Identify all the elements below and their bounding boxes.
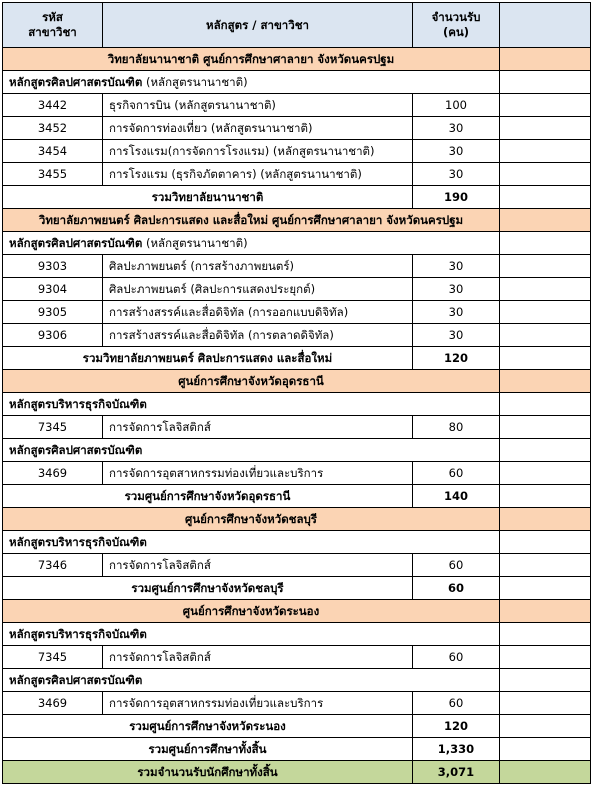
section-total-value: 190: [413, 186, 500, 209]
header-capacity: [413, 3, 500, 48]
program-group-name: หลักสูตรบริหารธุรกิจบัณฑิต: [9, 535, 147, 549]
course-name: การจัดการท่องเที่ยว (หลักสูตรนานาชาติ): [103, 117, 413, 140]
section-title: ศูนย์การศึกษาจังหวัดอุดรธานี: [3, 370, 500, 393]
course-name: การจัดการอุตสาหกรรมท่องเที่ยวและบริการ: [103, 462, 413, 485]
program-group-extra: [500, 669, 591, 692]
course-extra: [500, 255, 591, 278]
section-title-extra: [500, 48, 591, 71]
program-group-extra: [500, 439, 591, 462]
program-group-name: หลักสูตรศิลปศาสตรบัณฑิต: [9, 75, 143, 89]
course-capacity: 30: [413, 117, 500, 140]
section-title-row: [3, 48, 591, 71]
course-code: 7345: [3, 646, 103, 669]
section-total-label: รวมวิทยาลัยภาพยนตร์ ศิลปะการแสดง และสื่อใหม่: [3, 347, 413, 370]
section-total-value: 120: [413, 715, 500, 738]
section-title-extra: [500, 508, 591, 531]
course-name: การโรงแรม(การจัดการโรงแรม) (หลักสูตรนานาชาติ): [103, 140, 413, 163]
course-extra: [500, 324, 591, 347]
section-total-extra: [500, 485, 591, 508]
course-name: การสร้างสรรค์และสื่อดิจิทัล (การตลาดดิจิทัล): [103, 324, 413, 347]
course-name: การโรงแรม (ธุรกิจภัตตาคาร) (หลักสูตรนานาชาติ): [103, 163, 413, 186]
section-total-extra: [500, 715, 591, 738]
course-name: ธุรกิจการบิน (หลักสูตรนานาชาติ): [103, 94, 413, 117]
program-group-row: [3, 531, 591, 554]
header-code-line2: สาขาวิชา: [28, 25, 77, 39]
course-name: ศิลปะภาพยนตร์ (ศิลปะการแสดงประยุกต์): [103, 278, 413, 301]
program-group-name: หลักสูตรบริหารธุรกิจบัณฑิต: [9, 397, 147, 411]
header-row: [3, 3, 591, 48]
section-total-extra: [500, 347, 591, 370]
course-code: 3454: [3, 140, 103, 163]
program-group-header: [3, 71, 500, 94]
course-name: การสร้างสรรค์และสื่อดิจิทัล (การออกแบบดิจิทัล): [103, 301, 413, 324]
table-row: [3, 416, 591, 439]
section-total-row: [3, 577, 591, 600]
program-group-name: หลักสูตรศิลปศาสตรบัณฑิต: [9, 673, 143, 687]
header-capacity-line2: (คน): [442, 25, 470, 39]
course-extra: [500, 117, 591, 140]
table-row: [3, 301, 591, 324]
header-extra: [500, 3, 591, 48]
section-title-extra: [500, 600, 591, 623]
course-name: การจัดการโลจิสติกส์: [103, 646, 413, 669]
program-group-row: [3, 439, 591, 462]
program-group-header: [3, 439, 500, 462]
header-code: [3, 3, 103, 48]
section-total-value: 60: [413, 577, 500, 600]
course-capacity: 60: [413, 692, 500, 715]
program-group-row: [3, 669, 591, 692]
program-group-header: [3, 232, 500, 255]
course-extra: [500, 646, 591, 669]
section-total-value: 140: [413, 485, 500, 508]
program-group-row: [3, 623, 591, 646]
course-name: ศิลปะภาพยนตร์ (การสร้างภาพยนตร์): [103, 255, 413, 278]
course-name: การจัดการโลจิสติกส์: [103, 554, 413, 577]
grand-total-row: [3, 761, 591, 784]
program-group-note: (หลักสูตรนานาชาติ): [142, 236, 248, 250]
section-total-extra: [500, 186, 591, 209]
section-total-row: [3, 186, 591, 209]
table-row: [3, 255, 591, 278]
grand-total-value: 3,071: [413, 761, 500, 784]
program-group-note: (หลักสูตรนานาชาติ): [142, 75, 248, 89]
section-total-row: [3, 347, 591, 370]
course-name: การจัดการโลจิสติกส์: [103, 416, 413, 439]
section-total-value: 120: [413, 347, 500, 370]
program-group-header: [3, 669, 500, 692]
course-extra: [500, 278, 591, 301]
table-row: [3, 278, 591, 301]
course-capacity: 30: [413, 278, 500, 301]
grand-total-extra: [500, 761, 591, 784]
program-group-extra: [500, 232, 591, 255]
centers-total-row: [3, 738, 591, 761]
program-group-extra: [500, 393, 591, 416]
section-title-row: [3, 209, 591, 232]
program-group-header: [3, 623, 500, 646]
table-row: [3, 163, 591, 186]
program-group-row: [3, 393, 591, 416]
course-extra: [500, 140, 591, 163]
course-capacity: 60: [413, 554, 500, 577]
program-group-row: [3, 71, 591, 94]
section-total-label: รวมศูนย์การศึกษาจังหวัดระนอง: [3, 715, 413, 738]
header-code-line1: รหัส: [42, 10, 63, 24]
course-code: 3455: [3, 163, 103, 186]
course-capacity: 30: [413, 301, 500, 324]
course-code: 9303: [3, 255, 103, 278]
course-capacity: 100: [413, 94, 500, 117]
program-group-name: หลักสูตรศิลปศาสตรบัณฑิต: [9, 443, 143, 457]
table-row: [3, 692, 591, 715]
section-total-extra: [500, 577, 591, 600]
course-extra: [500, 416, 591, 439]
course-capacity: 30: [413, 140, 500, 163]
table-row: [3, 554, 591, 577]
course-capacity: 80: [413, 416, 500, 439]
table-row: [3, 94, 591, 117]
program-group-extra: [500, 71, 591, 94]
grand-total-label: รวมจำนวนรับนักศึกษาทั้งสิ้น: [3, 761, 413, 784]
section-title: ศูนย์การศึกษาจังหวัดชลบุรี: [3, 508, 500, 531]
course-extra: [500, 554, 591, 577]
section-total-label: รวมวิทยาลัยนานาชาติ: [3, 186, 413, 209]
section-total-row: [3, 715, 591, 738]
course-extra: [500, 301, 591, 324]
course-code: 3442: [3, 94, 103, 117]
header-program: หลักสูตร / สาขาวิชา: [103, 3, 413, 48]
section-total-row: [3, 485, 591, 508]
program-group-name: หลักสูตรบริหารธุรกิจบัณฑิต: [9, 627, 147, 641]
section-title-row: [3, 600, 591, 623]
course-code: 7345: [3, 416, 103, 439]
program-group-name: หลักสูตรศิลปศาสตรบัณฑิต: [9, 236, 143, 250]
course-code: 3452: [3, 117, 103, 140]
section-title: วิทยาลัยภาพยนตร์ ศิลปะการแสดง และสื่อใหม่ ศูนย์การศึกษาศาลายา จังหวัดนครปฐม: [3, 209, 500, 232]
course-code: 7346: [3, 554, 103, 577]
course-extra: [500, 692, 591, 715]
program-group-row: [3, 232, 591, 255]
table-row: [3, 646, 591, 669]
program-group-header: [3, 531, 500, 554]
course-code: 9304: [3, 278, 103, 301]
section-title-extra: [500, 209, 591, 232]
centers-total-value: 1,330: [413, 738, 500, 761]
course-code: 3469: [3, 692, 103, 715]
course-code: 9305: [3, 301, 103, 324]
program-group-header: [3, 393, 500, 416]
course-code: 9306: [3, 324, 103, 347]
course-name: การจัดการอุตสาหกรรมท่องเที่ยวและบริการ: [103, 692, 413, 715]
program-group-extra: [500, 531, 591, 554]
course-extra: [500, 462, 591, 485]
section-title: ศูนย์การศึกษาจังหวัดระนอง: [3, 600, 500, 623]
section-title-row: [3, 508, 591, 531]
table-row: [3, 140, 591, 163]
course-extra: [500, 94, 591, 117]
course-code: 3469: [3, 462, 103, 485]
admission-table: [2, 2, 591, 784]
centers-total-extra: [500, 738, 591, 761]
course-capacity: 60: [413, 646, 500, 669]
section-title-row: [3, 370, 591, 393]
course-capacity: 30: [413, 255, 500, 278]
section-title-extra: [500, 370, 591, 393]
program-group-extra: [500, 623, 591, 646]
section-total-label: รวมศูนย์การศึกษาจังหวัดชลบุรี: [3, 577, 413, 600]
course-capacity: 60: [413, 462, 500, 485]
centers-total-label: รวมศูนย์การศึกษาทั้งสิ้น: [3, 738, 413, 761]
table-row: [3, 117, 591, 140]
header-capacity-line1: จำนวนรับ: [431, 10, 481, 24]
table-row: [3, 324, 591, 347]
section-total-label: รวมศูนย์การศึกษาจังหวัดอุดรธานี: [3, 485, 413, 508]
section-title: วิทยาลัยนานาชาติ ศูนย์การศึกษาศาลายา จังหวัดนครปฐม: [3, 48, 500, 71]
course-capacity: 30: [413, 324, 500, 347]
course-capacity: 30: [413, 163, 500, 186]
course-extra: [500, 163, 591, 186]
table-row: [3, 462, 591, 485]
